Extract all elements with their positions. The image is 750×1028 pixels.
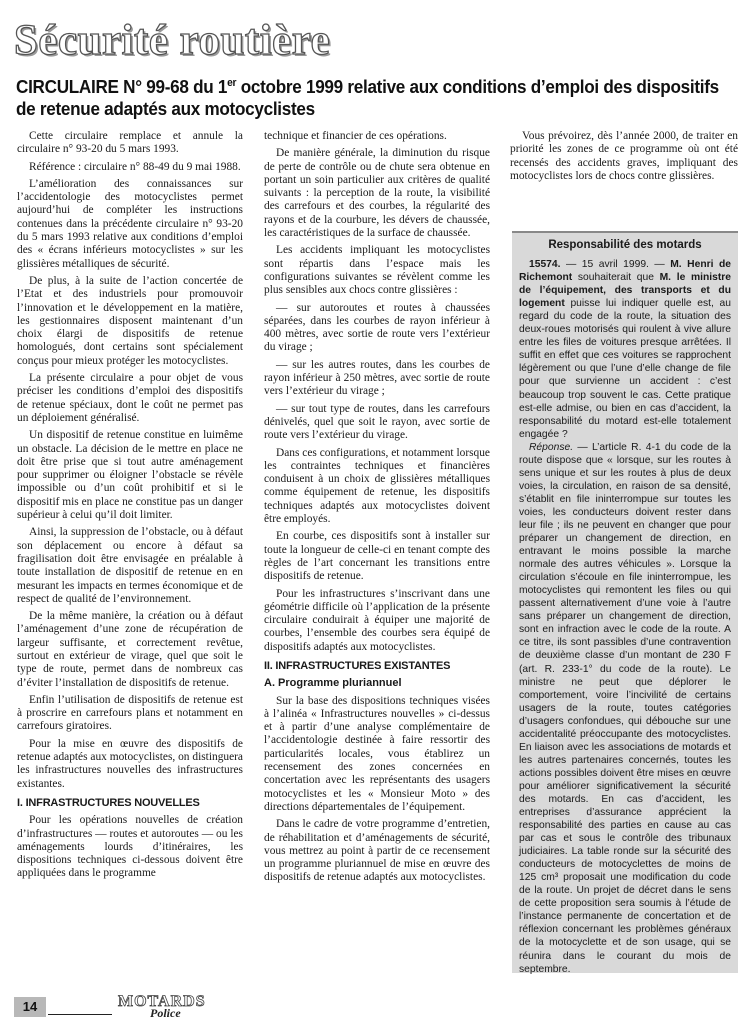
question-number: 15574. — [529, 259, 561, 271]
section-heading: I. INFRASTRUCTURES NOUVELLES — [17, 796, 200, 809]
question-author: M. Henri de Richemont — [519, 259, 732, 284]
magazine-logo-subtitle: Police — [150, 1006, 181, 1020]
paragraph: La présente circulaire a pour objet de vous préciser les conditions d’emploi des dispositifs de retenue spéciaux, dont le coût ne permet pas un déploiement généralisé. — [17, 372, 243, 424]
paragraph: Référence : circulaire n° 88-49 du 9 mai 1988. — [29, 160, 241, 173]
paragraph: De manière générale, la diminution du risque de perte de contrôle ou de chute sera obtenue en portant un soin particulier aux critères de qualité suivants : la perception de la route, la visibilité des carrefours et des courbes, la régularité des rayons et de la courbure, les dévers de chaussée, les caractéristiques de la surface de chaussée. — [264, 147, 490, 240]
paragraph: De plus, à la suite de l’action concertée de l’Etat et des industriels pour promouvoir l’innovation et le développement en la matière, les gestionnaires disposent maintenant d’un choix élargi de dispositifs de retenue homologués, dont certains sont spécialement conçus pour mieux protéger les motocyclistes. — [17, 274, 243, 367]
sidebar-box — [512, 231, 738, 973]
paragraph: Pour les opérations nouvelles de création d’infrastructures — routes et autoroutes — ou les aménagements lourds d’itinéraires, les dispositions techniques ci-dessous doivent être appliquées dans le programme — [17, 814, 243, 880]
section-heading: II. INFRASTRUCTURES EXISTANTES — [264, 659, 451, 672]
paragraph: Dans ces configurations, et notamment lorsque les contraintes techniques et financières conduisent à un choix de glissières métalliques comme équipement de retenue, les dispositifs techniques adaptés aux motocyclistes doivent être employés. — [264, 446, 490, 526]
paragraph: De la même manière, la création ou à défaut l’aménagement d’une zone de récupération de largeur suffisante, et correctement revêtue, surtout en extérieur de virage, quel que soit le type de route, permet dans de nombreux cas d’éviter l’installation de dispositifs de retenue. — [17, 610, 243, 689]
paragraph: Cette circulaire remplace et annule la circulaire n° 93-20 du 5 mars 1993. — [17, 130, 243, 156]
question-text: souhaiterait que — [572, 272, 660, 284]
sidebar-title: Responsabilité des motards — [548, 239, 702, 251]
paragraph: Pour la mise en œuvre des dispositifs de retenue adaptés aux motocyclistes, on distinguera les infrastructures nouvelles des infrastructures existantes. — [17, 737, 243, 790]
paragraph: Dans le cadre de votre programme d’entretien, de réhabilitation et d’aménagements de sécurité, vous mettrez au point à partir de ce recensement un programme pluriannuel de mise en œuvre des dispositifs de retenue adaptés aux motocyclistes. — [264, 818, 490, 884]
column-2 — [264, 130, 490, 889]
paragraph: Sur la base des dispositions techniques visées à l’alinéa « Infrastructures nouvelles » ci-dessus et à partir d’une analyse complémentaire de l’accidentologie destinée à faire ressortir des particularités locales, vous établirez un recensement des zones concernées en concertation avec les représentants des usagers motocyclistes et les « Monsieur Moto » des directions départementales de l’équipement. — [264, 694, 490, 813]
column-3 — [510, 130, 738, 187]
answer-text: — L’article R. 4-1 du code de la route dispose que « lorsque, sur les routes à sens unique et sur les routes à plus de deux voies, la circulation, en raison de sa densité, s’établit en file ininterrompue sur toutes les voies, les conducteurs doivent rester dans leur file ; ils ne peuvent en changer que pour préparer un changement de direction, en entravant le moins possible la marche normale des autres véhicules ». Lorsque la circulation s’écoule en file ininterrompue, les motocyclistes qui remontent les files ou qui passent alternativement d’une voie à l’autre sans préparer un changement de direction, sont en infraction avec le code de la route. A ce titre, ils sont passibles d’une contravention de deuxième classe d’un montant de 230 F (art. R. 233-1° du code de la route). Le ministre ne peut que déplorer le comportement, voire l’incivilité de certains usagers de la route, toutes catégories d’usagers confondues, qui débouche sur une accidentalité préoccupante des motocyclistes. En liaison avec les associations de motards et les autres partenaires concernés, toutes les actions possibles doivent être mises en œuvre pour améliorer significativement la sécurité des motards. En cas d’accident, les entreprises d’assurance apprécient la responsabilité des parties en cause au cas par cas et sous le contrôle des tribunaux judiciaires. La table ronde sur la sécurité des conducteurs de motocyclettes de moins de 125 cm³ proposait une modification du code de la route. Un projet de décret dans le sens de cette proposition sera soumis à l’étude de l’instance permanente de concertation et de réflexion concernant les problèmes généraux de la motocyclette et de son usage, qui se réunira dans le courant du mois de septembre. — [519, 441, 731, 975]
answer-label: Réponse. — [529, 441, 574, 453]
magazine-logo: MOTARDS — [118, 993, 206, 1010]
headline-superscript: er — [227, 77, 237, 89]
footer-rule — [48, 1014, 112, 1015]
column-1 — [17, 130, 243, 885]
paragraph: En courbe, ces dispositifs sont à installer sur toute la longueur de celle-ci en tenant compte des règles de l’art concernant les transitions entre dispositifs de retenue. — [264, 530, 490, 583]
paragraph: L’amélioration des connaissances sur l’accidentologie des motocyclistes permet aujourd’hui de compléter les instructions contenues dans la précédente circulaire n° 93-20 du 5 mars 1993 relative aux conditions d’emploi des « écrans inférieurs motocyclistes » sur les glissières métalliques de sécurité. — [17, 177, 243, 270]
question-minister: M. le ministre de l’équipement, des transports et du logement — [519, 272, 732, 310]
sidebar-question — [519, 258, 731, 441]
paragraph: Enfin l’utilisation de dispositifs de retenue est à proscrire en carrefours plans et notamment en carrefours giratoires. — [17, 693, 243, 733]
headline-part2: octobre 1999 relative aux conditions d’emploi des dispositifs de retenue adaptés aux motocyclistes — [16, 76, 719, 120]
question-date: — 15 avril 1999. — — [560, 259, 671, 271]
page-number: 14 — [14, 997, 46, 1017]
paragraph: Vous prévoirez, dès l’année 2000, de traiter en priorité les zones de ce programme où ont été recensés des accidents graves, impliquant des motocyclistes lors de chocs contre glissières. — [510, 130, 738, 182]
paragraph: Les accidents impliquant les motocyclistes sont répartis dans l’espace mais les configurations suivantes se révèlent comme les plus sensibles aux chocs contre glissières : — [264, 244, 490, 297]
sidebar-answer — [519, 441, 731, 976]
paragraph: Ainsi, la suppression de l’obstacle, ou à défaut son déplacement ou encore à défaut sa fragilisation doit être envisagée en préalable à toute installation de dispositif de retenue en en mesurant les impacts en termes économique et de respect de qualité de l’environnement. — [17, 526, 243, 605]
question-text: puisse lui indiquer quelle est, au regard du code de la route, la situation des deux-roues motorisés qui roulent à vive allure entre les files de voitures presque arrêtées. Il suffit en effet que ces voitures se rapprochent légèrement ou que l’une d’elle change de file pour que survienne un accident : c’est beaucoup trop souvent le cas. Cette pratique est-elle admise, ou bien en cas d’accident, la responsabilité du motard est-elle totalement engagée ? — [519, 298, 731, 440]
headline-part1: CIRCULAIRE N° 99-68 du 1 — [16, 76, 228, 98]
paragraph: — sur les autres routes, dans les courbes de rayon inférieur à 250 mètres, avec sortie de route vers l’extérieur du virage ; — [264, 358, 490, 398]
paragraph: — sur tout type de routes, dans les carrefours dénivelés, quel que soit le rayon, avec sortie de route vers l’extérieur du virage. — [264, 402, 490, 442]
paragraph: Pour les infrastructures s’inscrivant dans une géométrie difficile où l’application de la présente circulaire conduirait à équiper une majorité de courbes, l’ensemble des courbes sera équipé de dispositifs adaptés aux motocyclistes. — [264, 587, 490, 653]
paragraph: — sur autoroutes et routes à chaussées séparées, dans les courbes de rayon inférieur à 400 mètres, avec sortie de route vers l’extérieur du virage ; — [264, 301, 490, 354]
paragraph: technique et financier de ces opérations. — [264, 130, 447, 142]
article-headline — [16, 72, 740, 120]
subsection-heading: A. Programme pluriannuel — [264, 677, 402, 690]
paragraph: Un dispositif de retenue constitue en luimême un obstacle. La décision de le mettre en place ne doit être prise que si tout autre aménagement pour supprimer ou éloigner l’obstacle se révèle impossible ou d’un coût prohibitif et si le dispositif mis en place ne constitue pas un danger supérieur à celui qu’il doit limiter. — [17, 429, 243, 522]
rubric-title: Sécurité routière — [14, 17, 331, 64]
